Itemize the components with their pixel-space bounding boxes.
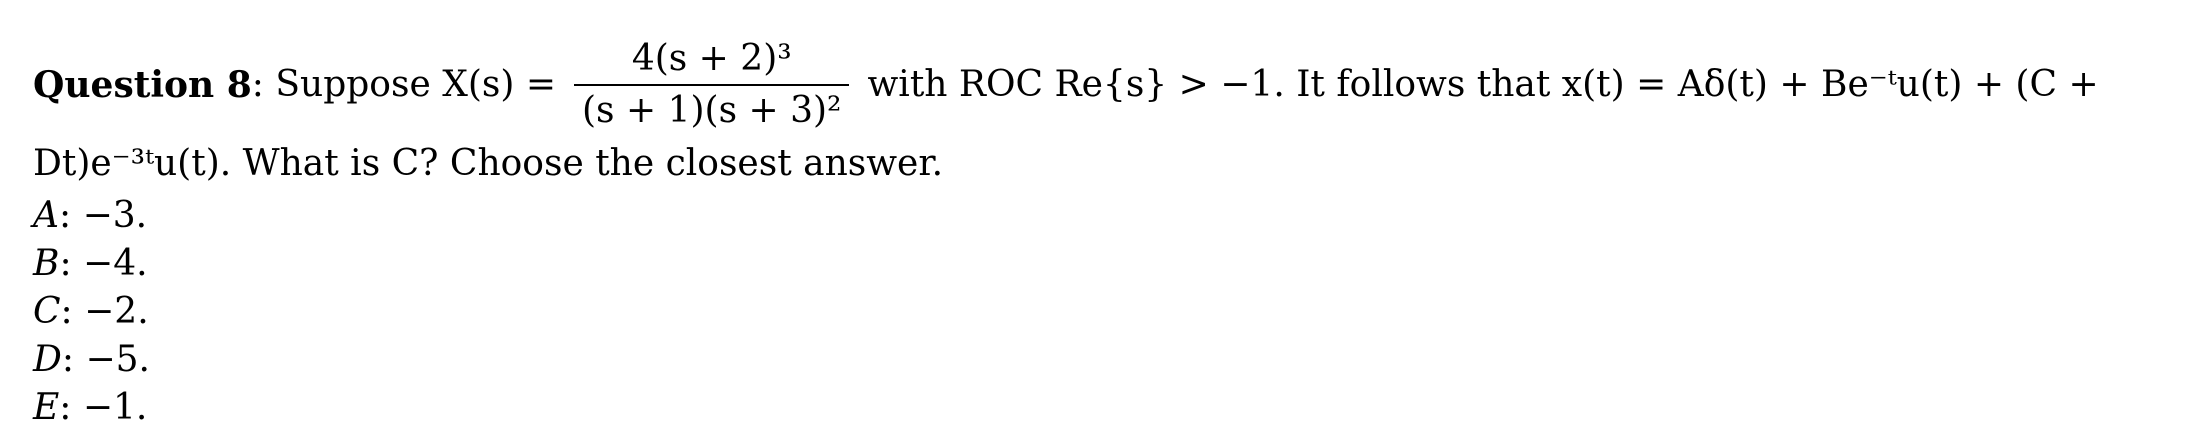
question-number: Question 8	[33, 63, 252, 106]
option-c	[33, 291, 149, 332]
fraction-numerator: 4(s + 2)³	[631, 38, 792, 79]
option-e	[33, 387, 148, 428]
question-text-before-fraction: : Suppose X(s) =	[251, 63, 556, 105]
option-d-letter: D	[33, 339, 62, 380]
option-a-letter: A	[33, 195, 59, 236]
option-e-value: : −1.	[59, 387, 148, 428]
option-a	[33, 195, 148, 236]
transfer-function-fraction	[574, 40, 849, 130]
question-line-2: Dt)e⁻³ᵗu(t). What is C? Choose the closest answer.	[33, 143, 944, 184]
question-text-after-fraction: with ROC Re{s} > −1. It follows that x(t) = Aδ(t) + Be⁻ᵗu(t) + (C +	[867, 63, 2099, 105]
option-a-value: : −3.	[59, 195, 148, 236]
fraction-denominator: (s + 1)(s + 3)²	[582, 89, 842, 131]
option-b	[33, 243, 148, 284]
option-b-letter: B	[33, 243, 60, 284]
option-e-letter: E	[33, 387, 60, 428]
option-b-value: : −4.	[59, 243, 148, 284]
question-line-1	[33, 40, 2099, 130]
option-c-letter: C	[33, 291, 61, 332]
option-d-value: : −5.	[61, 339, 150, 380]
option-c-value: : −2.	[60, 291, 149, 332]
option-d	[33, 339, 150, 380]
